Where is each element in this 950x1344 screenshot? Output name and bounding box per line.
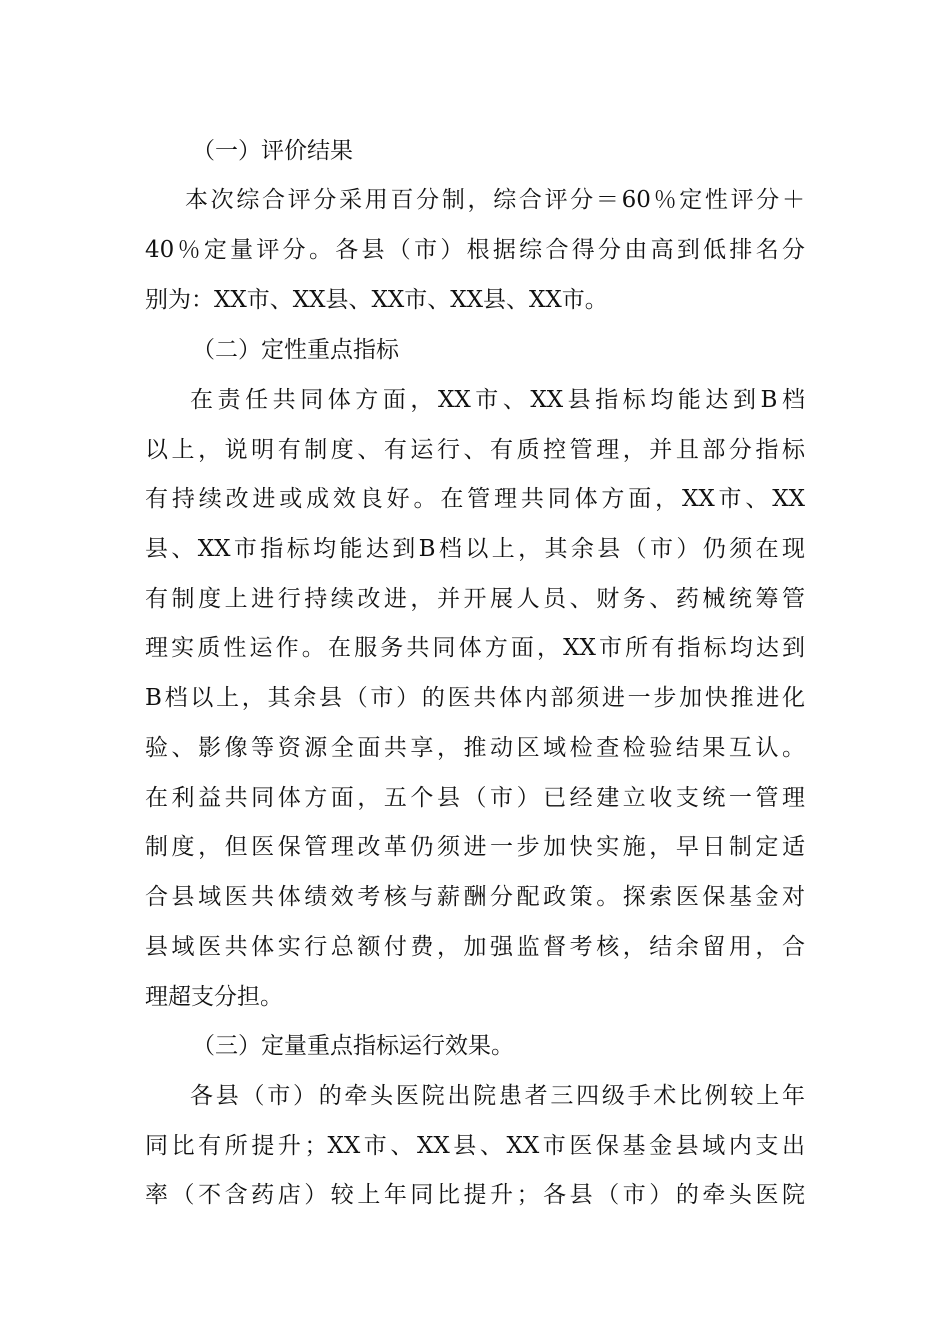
paragraph-line: 制度，但医保管理改革仍须进一步加快实施，早日制定适	[145, 834, 805, 860]
heading-quantitative-indicators: （三）定量重点指标运行效果。	[192, 1033, 514, 1059]
paragraph-line: 县、XX市指标均能达到B档以上，其余县（市）仍须在现	[145, 536, 805, 562]
paragraph-line: 验、影像等资源全面共享，推动区域检查检验结果互认。	[145, 735, 805, 761]
paragraph-line: 40％定量评分。各县（市）根据综合得分由高到低排名分	[145, 237, 805, 263]
paragraph-line: 在利益共同体方面，五个县（市）已经建立收支统一管理	[145, 785, 805, 811]
paragraph-line: 以上，说明有制度、有运行、有质控管理，并且部分指标	[145, 437, 805, 463]
paragraph-line: 理超支分担。	[145, 984, 283, 1010]
paragraph-line: 合县域医共体绩效考核与薪酬分配政策。探索医保基金对	[145, 884, 805, 910]
paragraph-line: B档以上，其余县（市）的医共体内部须进一步加快推进化	[145, 685, 805, 711]
paragraph-line: 有持续改进或成效良好。在管理共同体方面，XX市、XX	[145, 486, 805, 512]
paragraph-line: 各县（市）的牵头医院出院患者三四级手术比例较上年	[190, 1083, 805, 1109]
paragraph-line: 在责任共同体方面，XX市、XX县指标均能达到B档	[190, 387, 805, 413]
paragraph-line: 本次综合评分采用百分制，综合评分＝60％定性评分＋	[185, 187, 805, 213]
paragraph-line: 别为：XX市、XX县、XX市、XX县、XX市。	[145, 287, 608, 313]
heading-evaluation-results: （一）评价结果	[192, 138, 353, 164]
paragraph-line: 县域医共体实行总额付费，加强监督考核，结余留用，合	[145, 934, 805, 960]
paragraph-line: 同比有所提升；XX市、XX县、XX市医保基金县域内支出	[145, 1133, 805, 1159]
paragraph-line: 率（不含药店）较上年同比提升；各县（市）的牵头医院	[145, 1182, 805, 1208]
heading-qualitative-indicators: （二）定性重点指标	[192, 337, 399, 363]
paragraph-line: 理实质性运作。在服务共同体方面，XX市所有指标均达到	[145, 635, 805, 661]
paragraph-line: 有制度上进行持续改进，并开展人员、财务、药械统筹管	[145, 586, 805, 612]
